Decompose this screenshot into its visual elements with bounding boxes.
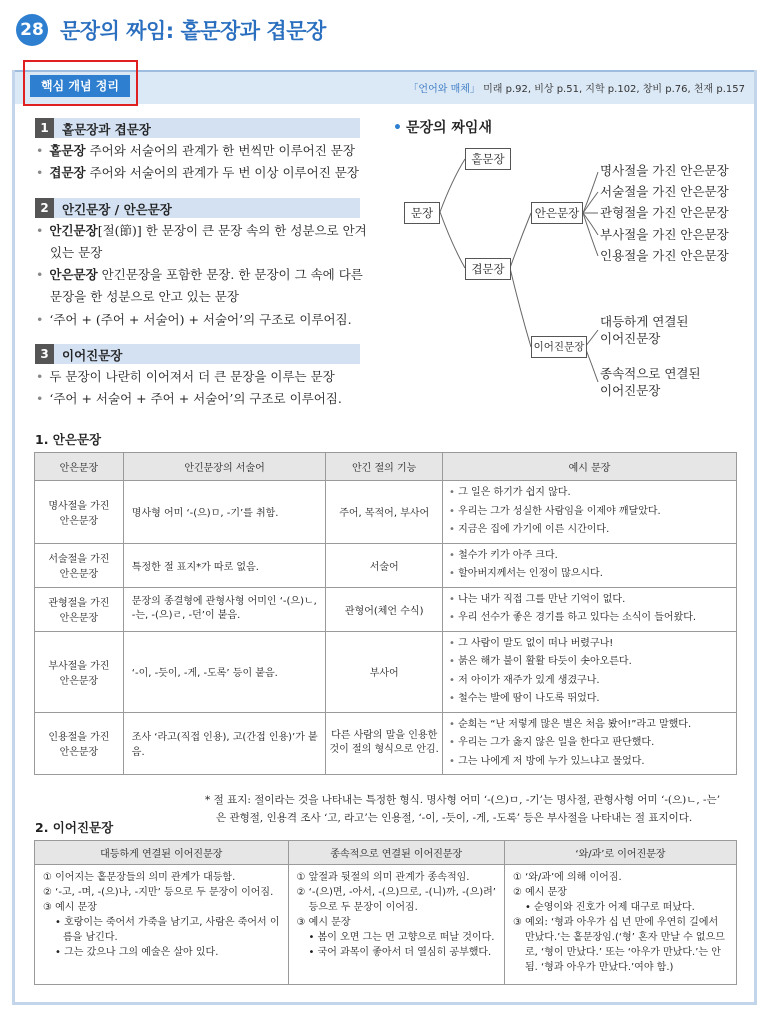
table-header-predicate: 안긴문장의 서술어 <box>123 453 326 481</box>
diagram-embedding-sentence: 안은문장 <box>531 202 583 224</box>
table-header-row <box>35 453 737 481</box>
bullet-embedding: • 안은문장 안긴문장을 포함한 문장. 한 문장이 그 속에 다른 <box>36 267 363 282</box>
row-function: 부사어 <box>326 631 443 712</box>
diagram-embedding-type-adverbial: 부사절을 가진 안은문장 <box>600 227 729 242</box>
row-examples <box>443 481 737 544</box>
wagwa-conjoined-cell: ① ‘와/과’에 의해 이어짐. ② 예시 문장 • 순영이와 진호가 어제 대구로 떠났다. ③ 예외: ‘형과 아우가 십 년 만에 우연히 길에서 만났다.’는 홑문장임.(‘형’ 혼자 만날 수 없으므 로, ‘형이 만났다.’ 또는 ‘아우가 만났다.’는 안 됨. ‘형과 아우가 만났다.’여야 함.) <box>504 865 736 985</box>
section-3-title: 이어진문장 <box>62 348 123 363</box>
example-sentence: • 우리는 그가 옳지 않은 일을 한다고 판단했다. <box>449 734 730 753</box>
bullet-embedded: • 안긴문장[절(節)] 한 문장이 큰 문장 속의 한 성분으로 안겨 <box>36 223 367 238</box>
example-sentence: • 철수가 키가 아주 크다. <box>449 547 730 566</box>
row-type: 관형절을 가진 안은문장 <box>35 587 124 631</box>
table-header-function: 안긴 절의 기능 <box>326 453 443 481</box>
example-sentence: • 순희는 “난 저렇게 많은 별은 처음 봤어!”라고 말했다. <box>449 716 730 735</box>
conjoined-table <box>34 840 737 985</box>
summary-tag: 핵심 개념 정리 <box>30 75 130 97</box>
table1-title: 1. 안은문장 <box>35 432 102 447</box>
diagram-embedding-type-noun: 명사절을 가진 안은문장 <box>600 163 729 178</box>
table2-header-wagwa: ‘와/과’로 이어진문장 <box>504 841 736 865</box>
example-sentence: • 철수는 발에 땀이 나도록 뛰었다. <box>449 690 730 709</box>
table-row <box>35 481 737 544</box>
diagram-conjoined-dependent-line1: 종속적으로 연결된 <box>600 366 701 381</box>
bullet-embedded-cont: 있는 문장 <box>50 245 103 260</box>
table-row <box>35 543 737 587</box>
row-type: 인용절을 가진 안은문장 <box>35 712 124 775</box>
section-2-title: 안긴문장 / 안은문장 <box>62 202 172 217</box>
footnote-line1: * 절 표지: 절이라는 것을 나타내는 특정한 형식. 명사형 어미 ‘-(으)ㅁ, -기’는 명사절, 관형사형 어미 ‘-(으)ㄴ, -는’ <box>205 794 721 806</box>
dependent-conjoined-cell: ① 앞절과 뒷절의 의미 관계가 종속적임. ② ‘-(으)면, -아서, -(으)므로, -(니)까, -(으)려’ 등으로 두 문장이 이어짐. ③ 예시 문장 • 봄이 오면 그는 먼 고향으로 떠날 것이다. • 국어 과목이 좋아서 더 열심히 공부했다. <box>288 865 504 985</box>
diagram-conjoined-sentence: 이어진문장 <box>531 336 587 358</box>
bullet-conjoined: • 두 문장이 나란히 이어져서 더 큰 문장을 이루는 문장 <box>36 369 335 384</box>
example-sentence: • 우리 선수가 좋은 경기를 하고 있다는 소식이 들어왔다. <box>449 609 730 628</box>
diagram-root-sentence: 문장 <box>404 202 440 224</box>
table-row <box>35 587 737 631</box>
bullet-conjoined-structure: • ‘주어 + 서술어 + 주어 + 서술어’의 구조로 이루어짐. <box>36 391 342 406</box>
row-examples <box>443 631 737 712</box>
embedding-table <box>34 452 737 775</box>
row-type: 명사절을 가진 안은문장 <box>35 481 124 544</box>
bullet-simple: • 홑문장 주어와 서술어의 관계가 한 번씩만 이루어진 문장 <box>36 143 355 158</box>
diagram-title: • 문장의 짜임새 <box>393 120 492 136</box>
table-row <box>35 865 737 985</box>
table2-header-dependent: 종속적으로 연결된 이어진문장 <box>288 841 504 865</box>
row-predicate: 명사형 어미 ‘-(으)ㅁ, -기’를 취함. <box>123 481 326 544</box>
section-3-number: 3 <box>35 344 54 364</box>
diagram-conjoined-equal-line1: 대등하게 연결된 <box>600 314 689 329</box>
chapter-number-badge: 28 <box>16 14 48 46</box>
example-sentence: • 우리는 그가 성실한 사람임을 이제야 깨달았다. <box>449 503 730 522</box>
example-sentence: • 그 사람이 말도 없이 떠나 버렸구나! <box>449 635 730 654</box>
row-function: 주어, 목적어, 부사어 <box>326 481 443 544</box>
table-row <box>35 712 737 775</box>
footnote-line2: 은 관형절, 인용격 조사 ‘고, 라고’는 인용절, ‘-이, -듯이, -게, -도록’ 등은 부사절을 나타내는 절 표지이다. <box>216 812 693 824</box>
row-predicate: 문장의 종결형에 관형사형 어미인 ‘-(으)ㄴ, -는, -(으)ㄹ, -던’이 붙음. <box>123 587 326 631</box>
table-header-row <box>35 841 737 865</box>
example-sentence: • 붉은 해가 불이 활활 타듯이 솟아오른다. <box>449 653 730 672</box>
diagram-embedding-type-quotative: 인용절을 가진 안은문장 <box>600 248 729 263</box>
table-row <box>35 631 737 712</box>
table-header-examples: 예시 문장 <box>443 453 737 481</box>
example-sentence: • 나는 내가 직접 그를 만난 기억이 없다. <box>449 591 730 610</box>
diagram-complex-sentence: 겹문장 <box>465 258 511 280</box>
row-type: 서술절을 가진 안은문장 <box>35 543 124 587</box>
row-predicate: 특정한 절 표지*가 따로 없음. <box>123 543 326 587</box>
page-title: 문장의 짜임: 홑문장과 겹문장 <box>60 19 326 43</box>
diagram-conjoined-equal-line2: 이어진문장 <box>600 331 661 346</box>
row-type: 부사절을 가진 안은문장 <box>35 631 124 712</box>
refs-book: 「언어와 매체」 <box>408 84 480 95</box>
refs-pages: 미래 p.92, 비상 p.51, 지학 p.102, 창비 p.76, 천재 p.157 <box>483 84 745 95</box>
example-sentence: • 그 일은 하기가 쉽지 않다. <box>449 484 730 503</box>
table-header-type: 안은문장 <box>35 453 124 481</box>
table2-header-equal: 대등하게 연결된 이어진문장 <box>35 841 289 865</box>
row-examples <box>443 543 737 587</box>
bullet-embedding-cont: 문장을 한 성분으로 안고 있는 문장 <box>50 289 239 304</box>
diagram-embedding-type-adnominal: 관형절을 가진 안은문장 <box>600 205 729 220</box>
section-1-number: 1 <box>35 118 54 138</box>
row-predicate: ‘-이, -듯이, -게, -도록’ 등이 붙음. <box>123 631 326 712</box>
bullet-structure: • ‘주어 + (주어 + 서술어) + 서술어’의 구조로 이루어짐. <box>36 312 352 327</box>
section-2-number: 2 <box>35 198 54 218</box>
example-sentence: • 저 아이가 재주가 있게 생겼구나. <box>449 672 730 691</box>
bullet-complex: • 겹문장 주어와 서술어의 관계가 두 번 이상 이루어진 문장 <box>36 165 359 180</box>
example-sentence: • 지금은 집에 가기에 이른 시간이다. <box>449 521 730 540</box>
diagram-embedding-type-predicate: 서술절을 가진 안은문장 <box>600 184 729 199</box>
row-function: 서술어 <box>326 543 443 587</box>
diagram-simple-sentence: 홑문장 <box>465 148 511 170</box>
row-function: 관형어(체언 수식) <box>326 587 443 631</box>
row-examples <box>443 712 737 775</box>
equal-conjoined-cell: ① 이어지는 홑문장들의 의미 관계가 대등함. ② ‘-고, -며, -(으)나, -지만’ 등으로 두 문장이 이어짐. ③ 예시 문장 • 호랑이는 죽어서 가죽을 남기고, 사람은 죽어서 이 름을 남긴다. • 그는 갔으나 그의 예술은 살아 있다. <box>35 865 289 985</box>
example-sentence: • 그는 나에게 저 방에 누가 있느냐고 물었다. <box>449 753 730 772</box>
diagram-conjoined-dependent-line2: 이어진문장 <box>600 383 661 398</box>
section-1-title: 홑문장과 겹문장 <box>62 122 151 137</box>
example-sentence: • 할아버지께서는 인정이 많으시다. <box>449 565 730 584</box>
table2-title: 2. 이어진문장 <box>35 820 114 835</box>
row-predicate: 조사 ‘라고(직접 인용), 고(간접 인용)’가 붙음. <box>123 712 326 775</box>
row-examples <box>443 587 737 631</box>
row-function: 다른 사람의 말을 인용한 것이 절의 형식으로 안김. <box>326 712 443 775</box>
